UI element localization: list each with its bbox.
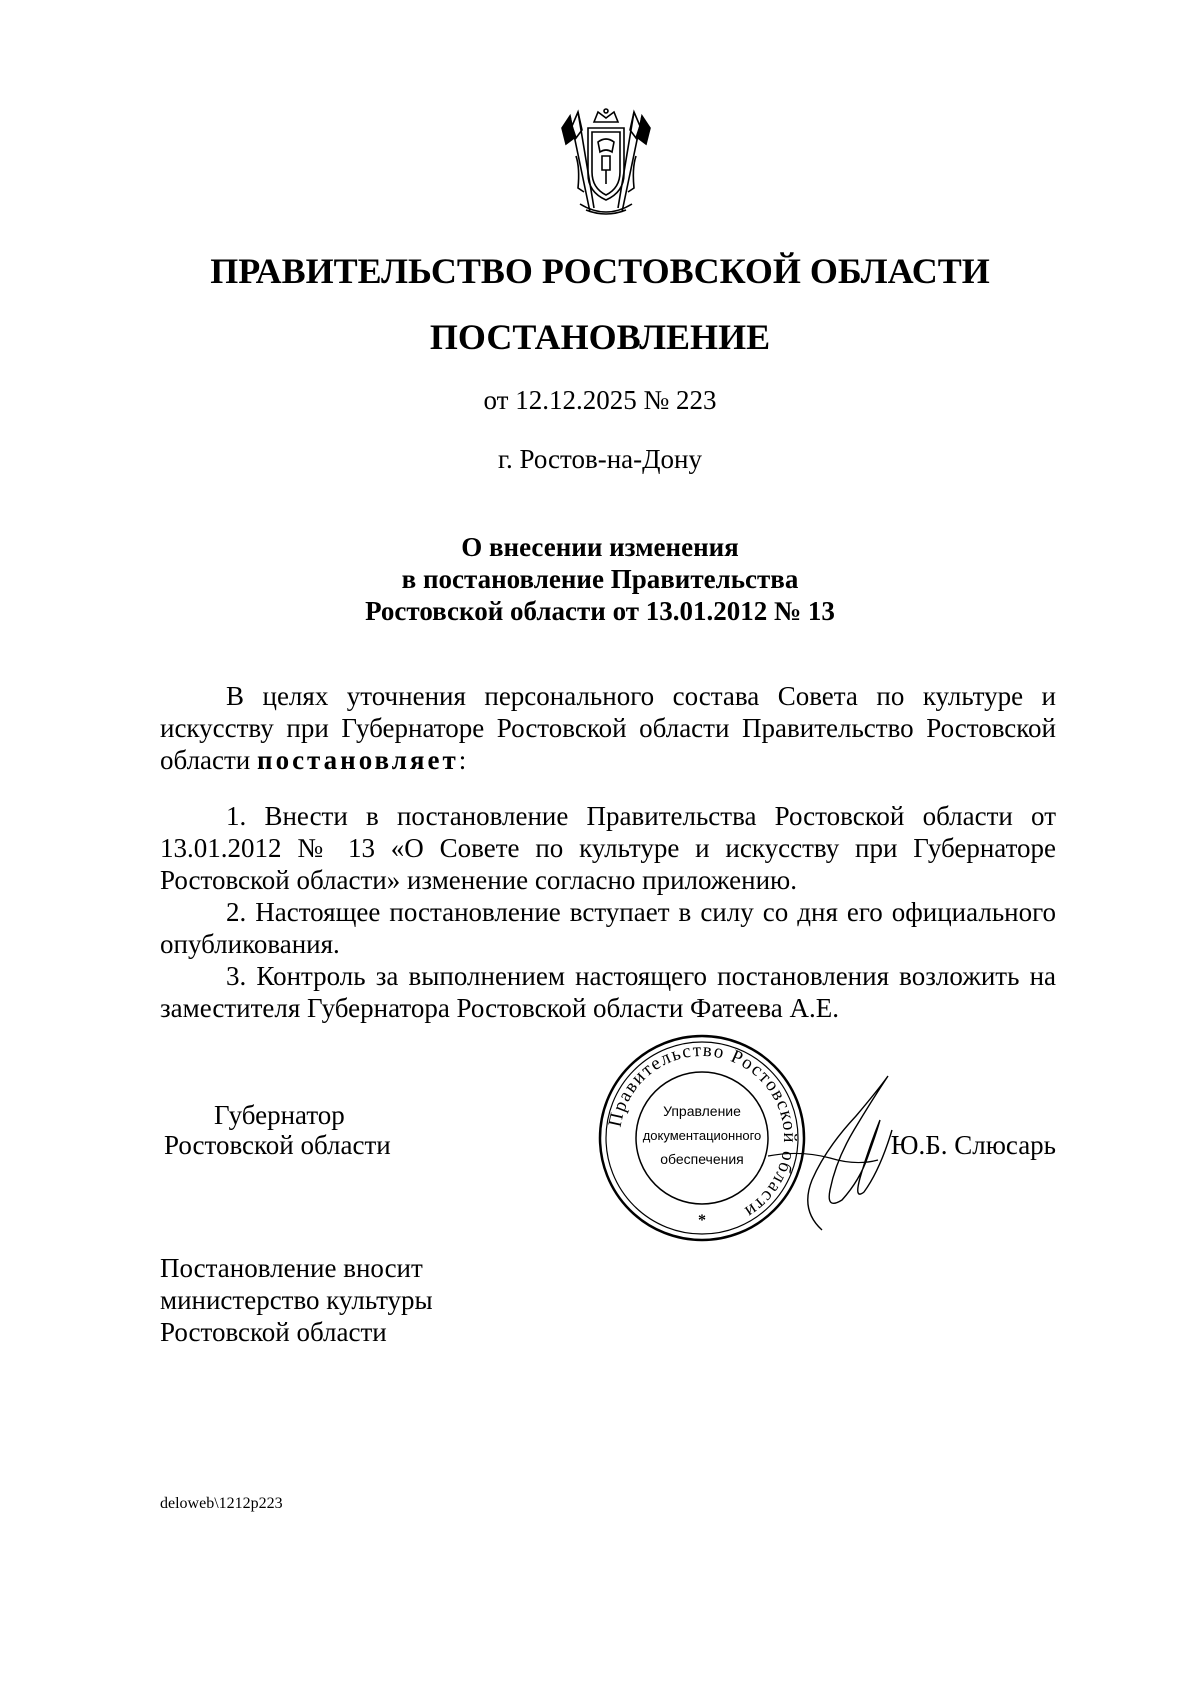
subject-line: Ростовской области от 13.01.2012 № 13 xyxy=(365,596,835,626)
coat-of-arms-icon xyxy=(556,108,656,220)
document-code: deloweb\1212p223 xyxy=(160,1495,283,1512)
resolution-item: 1. Внести в постановление Правительства Ростовской области от 13.01.2012 № 13 «О Совете по культуре и искусству при Губернаторе Ростовской области» изменение согласно приложению. xyxy=(160,801,1056,895)
resolution-item: 2. Настоящее постановление вступает в силу со дня его официального опубликования. xyxy=(160,897,1056,959)
intro-colon: : xyxy=(458,745,467,775)
organization-title: ПРАВИТЕЛЬСТВО РОСТОВСКОЙ ОБЛАСТИ xyxy=(210,251,990,291)
document-subject xyxy=(0,531,1200,627)
signatory-name: Ю.Б. Слюсарь xyxy=(890,1130,1056,1160)
intro-paragraph xyxy=(160,680,1056,776)
subject-line: О внесении изменения xyxy=(461,532,739,562)
handwritten-signature xyxy=(760,1060,900,1240)
stamp-center-line: Управление xyxy=(663,1103,741,1119)
document-type: ПОСТАНОВЛЕНИЕ xyxy=(429,317,771,357)
submitter-line: Ростовской области xyxy=(160,1317,387,1347)
svg-text:*: * xyxy=(698,1212,706,1229)
date-number: от 12.12.2025 № 223 xyxy=(483,385,717,415)
intro-text: В целях уточнения персонального состава Совета по культуре и искусству при Губернаторе Ростовской области Правительство Ростовской области xyxy=(160,681,1056,775)
stamp-center-line: обеспечения xyxy=(660,1151,744,1167)
resolution-items xyxy=(160,800,1056,1024)
resolution-item: 3. Контроль за выполнением настоящего постановления возложить на заместителя Губернатора Ростовской области Фатеева А.Е. xyxy=(160,961,1056,1023)
signatory-title: Губернатор xyxy=(214,1100,345,1130)
submitter-line: министерство культуры xyxy=(160,1285,433,1315)
city: г. Ростов-на-Дону xyxy=(497,444,702,474)
submitter-line: Постановление вносит xyxy=(160,1253,423,1283)
submitter-block xyxy=(160,1252,433,1348)
subject-line: в постановление Правительства xyxy=(401,564,799,594)
resolve-keyword: постановляет xyxy=(257,745,459,775)
stamp-center-line: документационного xyxy=(642,1128,762,1143)
stamp-ring-text: Правительство Ростовской области xyxy=(604,1039,801,1223)
signatory-region: Ростовской области xyxy=(164,1130,391,1160)
